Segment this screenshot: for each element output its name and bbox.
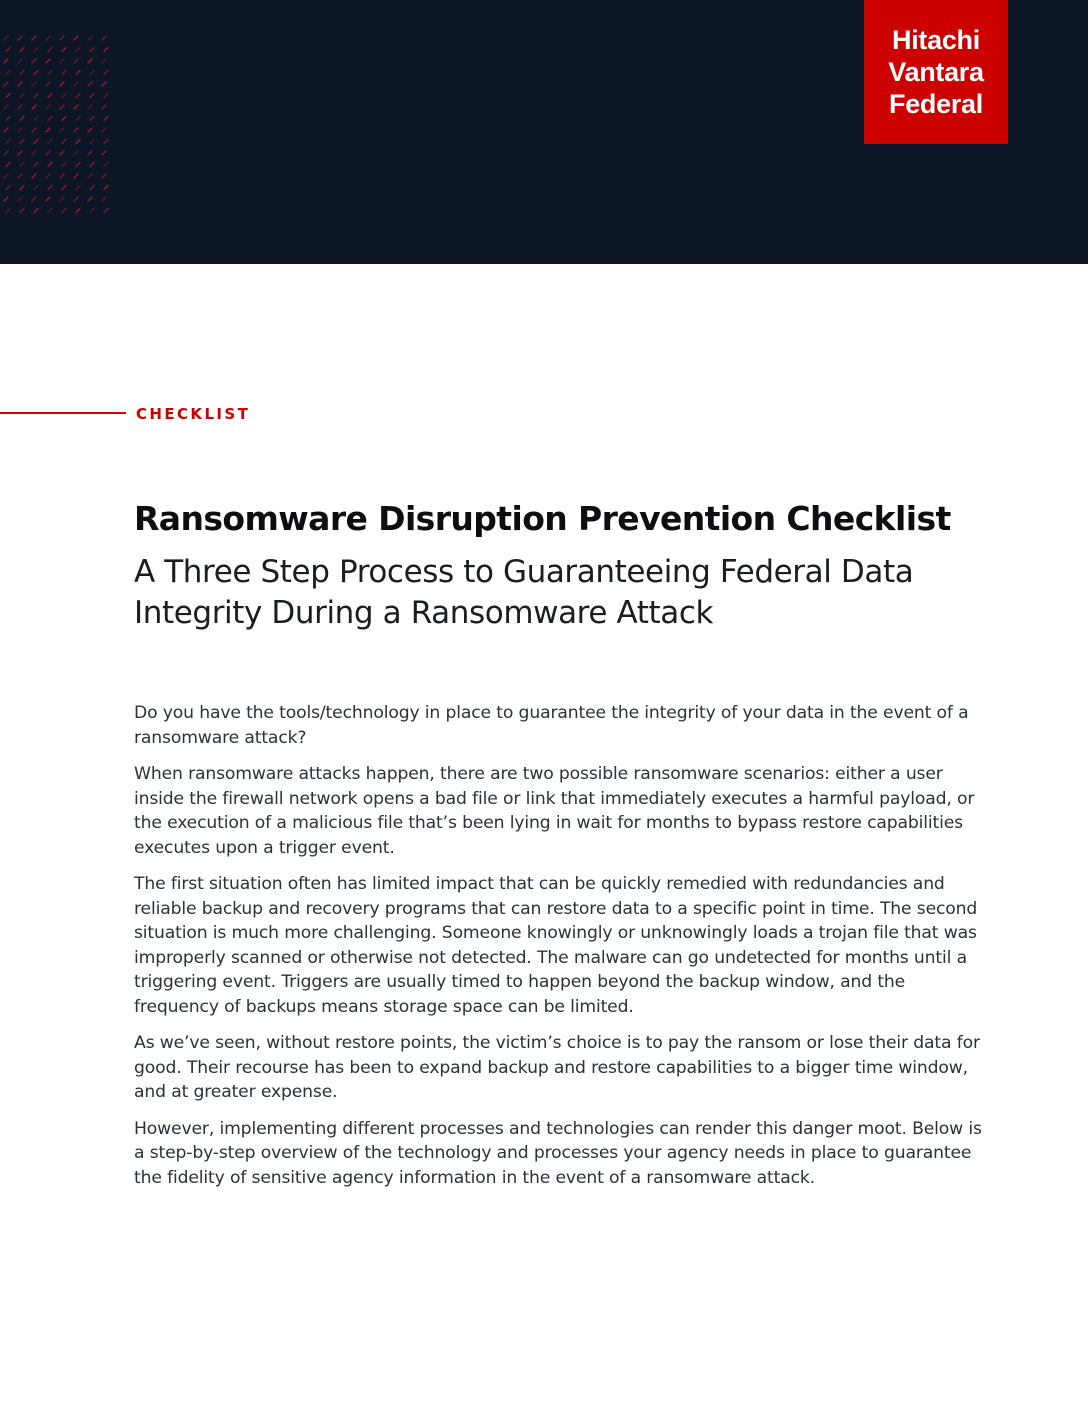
hitachi-vantara-federal-logo[interactable] bbox=[864, 0, 1008, 144]
header-band bbox=[0, 0, 1088, 264]
paragraph-3: The first situation often has limited impact that can be quickly remedied with redundancies and reliable backup and recovery programs that can restore data to a specific point in time. The second situation is much more challenging. Someone knowingly or unknowingly loads a trojan file that was improperly scanned or otherwise not detected. The malware can go undetected for months until a triggering event. Triggers are usually timed to happen beyond the backup window, and the frequency of backups means storage space can be limited. bbox=[134, 874, 978, 1017]
document-subtitle: A Three Step Process to Guaranteeing Federal Data Integrity During a Ransomware Attack bbox=[134, 554, 914, 631]
document-title: Ransomware Disruption Prevention Checklist bbox=[134, 499, 951, 538]
paragraph-4: As we’ve seen, without restore points, the victim’s choice is to pay the ransom or lose their data for good. Their recourse has been to expand backup and restore capabilities to a bigger time window, and at greater expense. bbox=[134, 1033, 980, 1102]
logo-line-1: Hitachi bbox=[892, 25, 980, 55]
paragraph-2: When ransomware attacks happen, there are two possible ransomware scenarios: either a user inside the firewall network opens a bad file or link that immediately executes a harmful payload, or the execution of a malicious file that’s been lying in wait for months to bypass restore capabilities executes upon a trigger event. bbox=[134, 764, 975, 858]
paragraph-1: Do you have the tools/technology in place to guarantee the integrity of your data in the event of a ransomware attack? bbox=[134, 703, 969, 748]
logo-line-3: Federal bbox=[889, 89, 983, 119]
body-text bbox=[134, 701, 994, 1202]
hatch-pattern-decoration bbox=[0, 30, 112, 216]
paragraph-5: However, implementing different processes and technologies can render this danger moot. Below is a step-by-step overview of the technology and processes your agency needs in place to guarantee the fidelity of sensitive agency information in the event of a ransomware attack. bbox=[134, 1118, 982, 1188]
logo-line-2: Vantara bbox=[888, 57, 984, 87]
section-rule bbox=[0, 412, 126, 414]
document-type-tag: CHECKLIST bbox=[136, 405, 251, 423]
